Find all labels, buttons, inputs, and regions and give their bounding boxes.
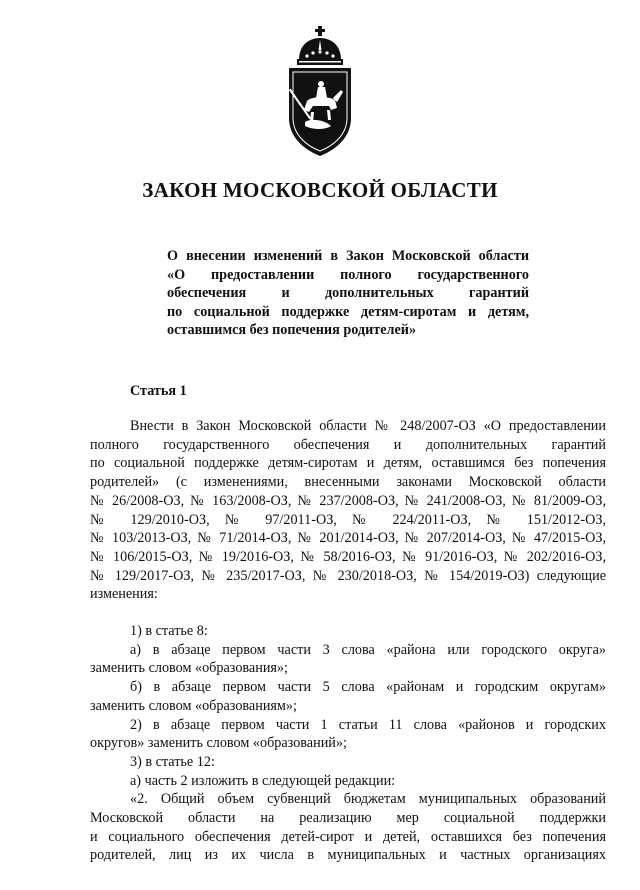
- body-line: родителей, лиц из их числа в муниципальных и частных организациях: [90, 847, 606, 864]
- subtitle-line: по социальной поддержке детям-сиротам и детям,: [167, 303, 529, 320]
- body-line: полного государственного обеспечения и дополнительных гарантий: [90, 436, 606, 453]
- body-line: 1) в статье 8:: [130, 623, 208, 640]
- subtitle-line: обеспечения и дополнительных гарантий: [167, 285, 529, 302]
- body-line: изменения:: [90, 586, 158, 603]
- body-line: № 26/2008-ОЗ, № 163/2008-ОЗ, № 237/2008-ОЗ, № 241/2008-ОЗ, № 81/2009-ОЗ,: [90, 492, 606, 509]
- body-line: а) в абзаце первом части 3 слова «района или городского округа»: [130, 641, 606, 658]
- subtitle-line: «О предоставлении полного государственного: [167, 266, 529, 283]
- body-line: № 129/2010-ОЗ, № 97/2011-ОЗ, № 224/2011-ОЗ, № 151/2012-ОЗ,: [90, 511, 606, 528]
- body-line: № 103/2013-ОЗ, № 71/2014-ОЗ, № 201/2014-ОЗ, № 207/2014-ОЗ, № 47/2015-ОЗ,: [90, 530, 606, 547]
- body-line: заменить словом «образования»;: [90, 660, 288, 677]
- body-line: 2) в абзаце первом части 1 статьи 11 слова «районов и городских: [130, 716, 606, 733]
- body-line: а) часть 2 изложить в следующей редакции:: [130, 772, 396, 789]
- body-line: и социального обеспечения детей-сирот и детей, оставшихся без попечения: [90, 828, 606, 845]
- subtitle-line: оставшимся без попечения родителей»: [167, 322, 417, 339]
- body-line: Московской области на реализацию мер социальной поддержки: [90, 810, 606, 827]
- article-heading: Статья 1: [130, 383, 187, 399]
- body-line: б) в абзаце первом части 5 слова «районам и городским округам»: [130, 679, 606, 696]
- body-line: округов» заменить словом «образований»;: [90, 735, 347, 752]
- body-line: № 106/2015-ОЗ, № 19/2016-ОЗ, № 58/2016-ОЗ, № 91/2016-ОЗ, № 202/2016-ОЗ,: [90, 548, 606, 565]
- paragraph-gap: [90, 604, 606, 622]
- body-line: 3) в статье 12:: [130, 753, 215, 770]
- body-line: «2. Общий объем субвенций бюджетам муниципальных образований: [130, 791, 606, 808]
- moscow-oblast-coat-of-arms-icon: [285, 26, 355, 158]
- body-line: родителей» (с изменениями, внесенными законами Московской области: [90, 474, 606, 491]
- body-line: заменить словом «образованиям»;: [90, 697, 297, 714]
- body-line: № 129/2017-ОЗ, № 235/2017-ОЗ, № 230/2018-ОЗ, № 154/2019-ОЗ) следующие: [90, 567, 606, 584]
- law-title: ЗАКОН МОСКОВСКОЙ ОБЛАСТИ: [142, 178, 498, 202]
- law-subtitle: [167, 247, 529, 340]
- subtitle-line: О внесении изменений в Закон Московской области: [167, 248, 529, 264]
- article-body: [90, 417, 606, 865]
- body-line: Внести в Закон Московской области № 248/2007-ОЗ «О предоставлении: [130, 418, 606, 434]
- body-line: по социальной поддержке детям-сиротам и детям, оставшимся без попечения: [90, 455, 606, 472]
